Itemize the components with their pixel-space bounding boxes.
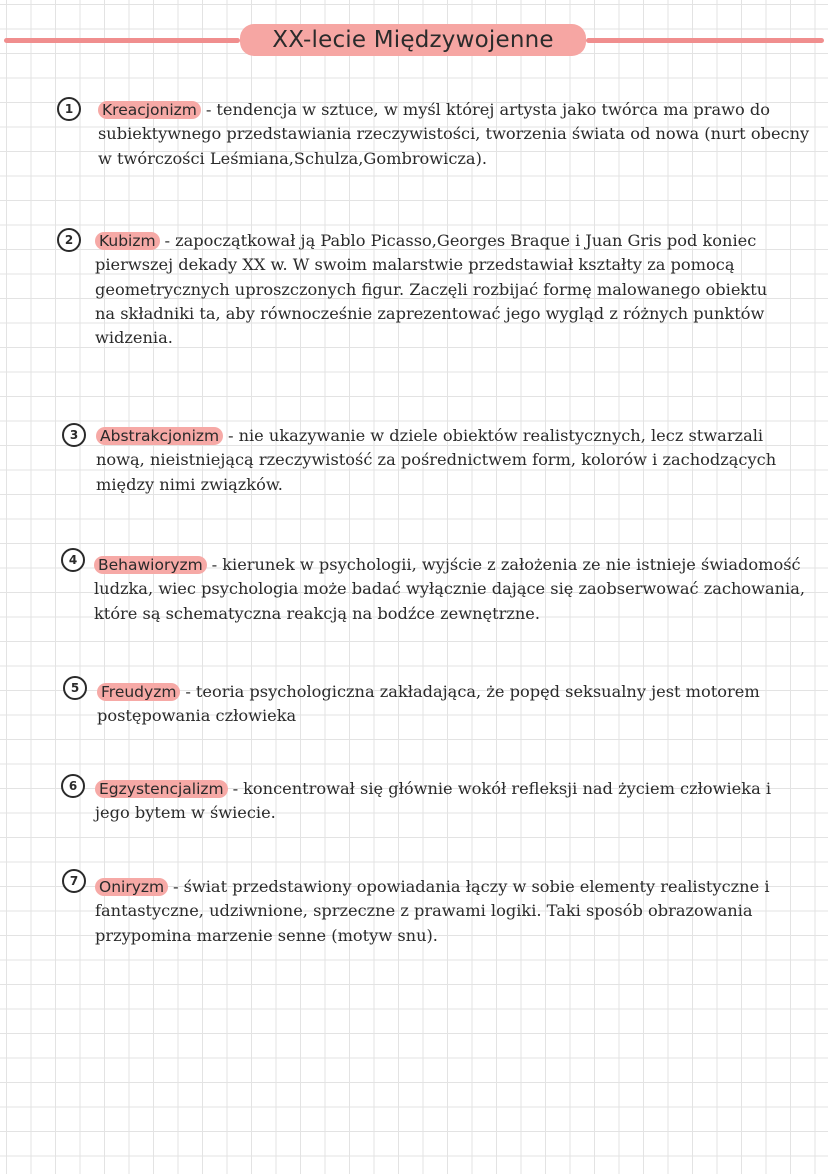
term-highlight: Egzystencjalizm [95, 780, 228, 798]
definition: zapoczątkował ją Pablo Picasso,Georges Braque i Juan Gris pod koniec pierwszej dekady XX w. W swoim malarstwie przedstawiał kształty za pomocą geometrycznych uproszczonych figur. Zaczęli rozbijać formę malowanego obiektu na składniki ta, aby równocześnie zaprezentować jego wygląd z różnych punktów widzenia. [95, 231, 768, 348]
definition: koncentrował się głównie wokół refleksji nad życiem człowieka i jego bytem w świecie. [95, 779, 772, 823]
number-badge: 3 [62, 423, 86, 447]
definition: teoria psychologiczna zakładająca, że popęd seksualny jest motorem postępowania człowieka [97, 682, 760, 726]
number-badge: 2 [57, 228, 81, 252]
page-title: XX-lecie Międzywojenne [240, 24, 586, 56]
definition-text: Behawioryzm - kierunek w psychologii, wyjście z założenia ze nie istnieje świadomość ludzka, wiec psychologia może badać wyłącznie dające się zaobserwować zachowania, które są schematyczna reakcją na bodźce zewnętrzne. [94, 555, 806, 623]
definition: świat przedstawiony opowiadania łączy w sobie elementy realistyczne i fantastyczne, udziwnione, sprzeczne z prawami logiki. Taki sposób obrazowania przypomina marzenie senne (motyw snu). [95, 877, 770, 945]
definition-text: Kreacjonizm - tendencja w sztuce, w myśl której artysta jako twórca ma prawo do subiektywnego przedstawiania rzeczywistości, tworzenia świata od nowa (nurt obecny w twórczości Leśmiana,Schulza,Gombrowicza). [98, 100, 810, 168]
definition-text: Abstrakcjonizm - nie ukazywanie w dziele obiektów realistycznych, lecz stwarzali nową, nieistniejącą rzeczywistość za pośrednictwem form, kolorów i zachodzących między nimi związków. [96, 426, 777, 494]
term-highlight: Freudyzm [97, 683, 180, 701]
definition-text: Kubizm - zapoczątkował ją Pablo Picasso,Georges Braque i Juan Gris pod koniec pierwszej dekady XX w. W swoim malarstwie przedstawiał kształty za pomocą geometrycznych uproszczonych figur. Zaczęli rozbijać formę malowanego obiektu na składniki ta, aby równocześnie zaprezentować jego wygląd z różnych punktów widzenia. [95, 231, 768, 348]
title-rule-left [4, 38, 240, 43]
number-badge: 6 [61, 774, 85, 798]
title-rule-right [586, 38, 824, 43]
definition: tendencja w sztuce, w myśl której artysta jako twórca ma prawo do subiektywnego przedstawiania rzeczywistości, tworzenia świata od nowa (nurt obecny w twórczości Leśmiana,Schulza,Gombrowicza). [98, 100, 810, 168]
definition: nie ukazywanie w dziele obiektów realistycznych, lecz stwarzali nową, nieistniejącą rzeczywistość za pośrednictwem form, kolorów i zachodzących między nimi związków. [96, 426, 777, 494]
number-badge: 1 [57, 97, 81, 121]
term-highlight: Abstrakcjonizm [96, 427, 223, 445]
number-badge: 4 [61, 548, 85, 572]
term-highlight: Kubizm [95, 232, 160, 250]
number-badge: 5 [63, 676, 87, 700]
definition: kierunek w psychologii, wyjście z założenia ze nie istnieje świadomość ludzka, wiec psychologia może badać wyłącznie dające się zaobserwować zachowania, które są schematyczna reakcją na bodźce zewnętrzne. [94, 555, 806, 623]
term-highlight: Oniryzm [95, 878, 168, 896]
term-highlight: Behawioryzm [94, 556, 207, 574]
term-highlight: Kreacjonizm [98, 101, 201, 119]
definition-text: Egzystencjalizm - koncentrował się głównie wokół refleksji nad życiem człowieka i jego bytem w świecie. [95, 779, 772, 823]
definition-text: Freudyzm - teoria psychologiczna zakładająca, że popęd seksualny jest motorem postępowania człowieka [97, 682, 760, 726]
definition-text: Oniryzm - świat przedstawiony opowiadania łączy w sobie elementy realistyczne i fantastyczne, udziwnione, sprzeczne z prawami logiki. Taki sposób obrazowania przypomina marzenie senne (motyw snu). [95, 877, 770, 945]
number-badge: 7 [62, 869, 86, 893]
